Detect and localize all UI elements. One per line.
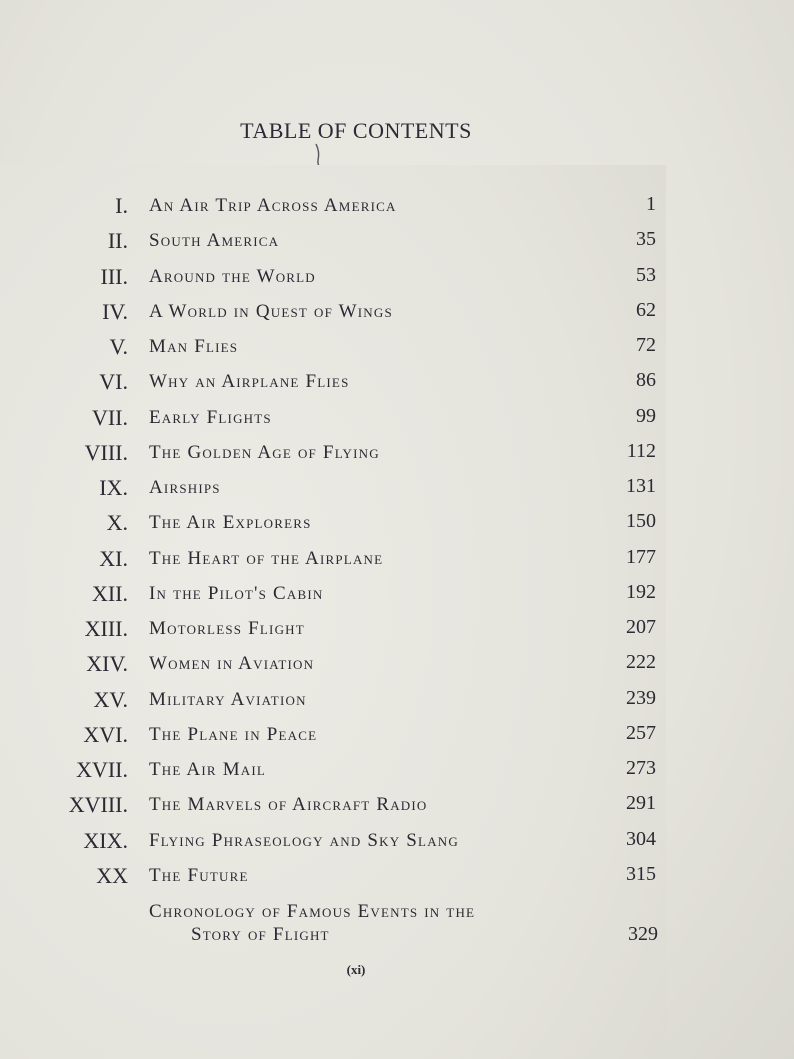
chapter-title: The Heart of the Airplane	[149, 547, 384, 569]
chapter-number: VI.	[99, 369, 128, 395]
toc-row	[0, 546, 794, 576]
chapter-number: XV.	[93, 686, 128, 712]
chapter-title: Flying Phraseology and Sky Slang	[149, 829, 459, 851]
page-number: 72	[636, 334, 656, 356]
page-number: 239	[626, 686, 656, 709]
folio: (xi)	[346, 962, 366, 977]
page-number: 291	[626, 792, 656, 815]
chapter-number: XIV.	[86, 651, 128, 677]
toc-row	[0, 757, 794, 787]
toc-row	[0, 687, 794, 717]
page-number: 150	[626, 510, 656, 533]
chapter-number: V.	[109, 334, 128, 359]
chapter-number: XVIII.	[68, 792, 128, 818]
chapter-title: Military Aviation	[149, 688, 307, 710]
chronology-entry	[149, 900, 475, 946]
chapter-number: III.	[100, 263, 128, 289]
page-number: 177	[626, 545, 656, 568]
toc-row	[0, 828, 794, 858]
toc-row	[0, 264, 794, 294]
chapter-number: XII.	[91, 580, 128, 606]
chapter-number: XVI.	[83, 721, 128, 747]
page-number: 35	[636, 228, 656, 251]
chapter-number: VII.	[91, 404, 128, 430]
chronology-title-line-1: Chronology of Famous Events in the	[149, 901, 476, 922]
chapter-title: The Golden Age of Flying	[149, 441, 380, 463]
toc-row	[0, 581, 794, 611]
toc-row	[0, 299, 794, 329]
chapter-number: XIII.	[84, 616, 128, 641]
chronology-page-number: 329	[628, 923, 658, 945]
page-number: 273	[626, 757, 656, 779]
page-number: 207	[626, 616, 656, 638]
toc-row	[0, 334, 794, 364]
chronology-title-line-2: Story of Flight	[191, 924, 330, 945]
chapter-number: XI.	[99, 545, 128, 571]
chapter-title: A World in Quest of Wings	[149, 300, 393, 322]
chapter-title: The Plane in Peace	[149, 723, 318, 745]
toc-row	[0, 369, 794, 399]
chapter-number: XX	[96, 862, 128, 888]
chapter-number: X.	[106, 510, 128, 536]
chapter-number: XIX.	[83, 827, 128, 853]
toc-row	[0, 863, 794, 893]
page-number: 86	[636, 369, 656, 392]
chapter-number: IX.	[99, 475, 128, 500]
toc-row	[0, 616, 794, 646]
toc-row	[0, 792, 794, 822]
chapter-title: Why an Airplane Flies	[149, 371, 350, 393]
chapter-number: I.	[115, 193, 128, 218]
chapter-title: In the Pilot's Cabin	[149, 582, 324, 604]
toc-row	[0, 722, 794, 752]
chapter-title: Early Flights	[149, 406, 272, 428]
page-number: 315	[626, 862, 656, 885]
chapter-title: Man Flies	[149, 336, 239, 357]
toc-row	[0, 510, 794, 540]
page-number: 62	[636, 298, 656, 321]
page-title: TABLE OF CONTENTS	[240, 118, 472, 143]
page-number: 112	[626, 439, 656, 462]
chapter-number: II.	[107, 228, 128, 254]
toc-row	[0, 193, 794, 223]
chapter-title: The Future	[149, 864, 249, 886]
toc-row	[0, 405, 794, 435]
chapter-title: The Air Mail	[149, 759, 267, 780]
page-number: 304	[626, 827, 656, 850]
toc-row	[0, 651, 794, 681]
chapter-title: The Air Explorers	[149, 512, 312, 534]
page-number: 192	[626, 580, 656, 603]
chapter-title: Around the World	[149, 265, 316, 287]
toc-row	[0, 475, 794, 505]
toc-row	[0, 440, 794, 470]
chapter-title: An Air Trip Across America	[149, 195, 397, 216]
chapter-title: South America	[149, 230, 280, 252]
chapter-title: Women in Aviation	[149, 653, 315, 675]
chapter-number: IV.	[102, 298, 128, 324]
page-number: 99	[636, 404, 656, 427]
chapter-title: Motorless Flight	[149, 618, 305, 639]
page-number: 53	[636, 263, 656, 286]
page-number: 257	[626, 721, 656, 744]
chapter-title: The Marvels of Aircraft Radio	[149, 794, 428, 816]
toc-row	[0, 228, 794, 258]
page-number: 222	[626, 651, 656, 674]
chapter-number: VIII.	[84, 439, 128, 465]
chapter-number: XVII.	[76, 757, 128, 782]
page-number: 131	[626, 475, 656, 497]
page-number: 1	[646, 193, 656, 215]
chapter-title: Airships	[149, 477, 221, 498]
